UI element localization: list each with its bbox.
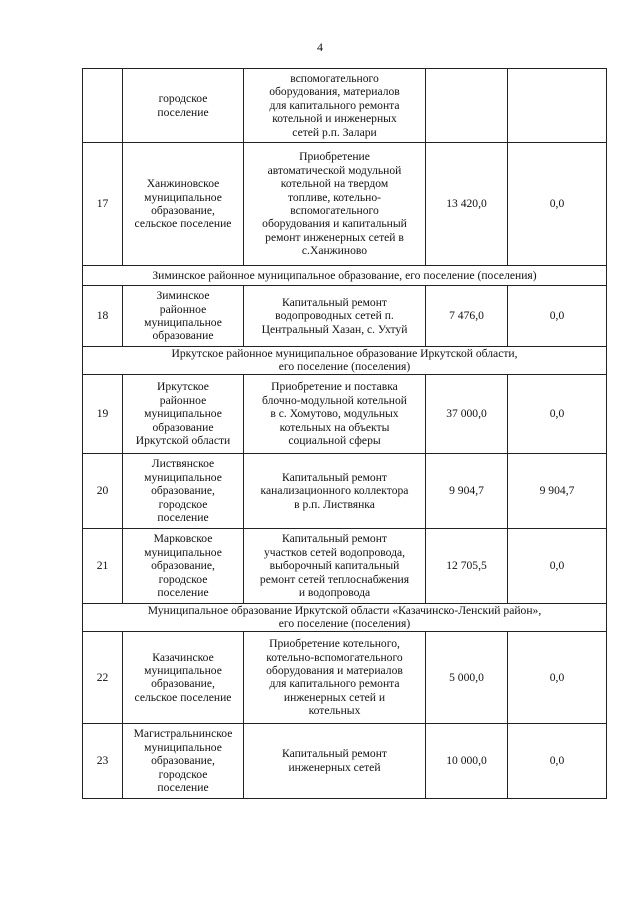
amount-second-cell-text: 0,0 [549, 197, 565, 211]
amount-second-cell [508, 374, 607, 453]
amount-second-cell [508, 631, 607, 723]
row-number-cell-text: 21 [96, 559, 109, 573]
municipality-cell [123, 453, 244, 528]
project-description-cell-text: вспомогательного оборудования, материалов для капитального ремонта котельной и инженерных сетей р.п. Залари [269, 71, 400, 139]
row-number-cell-text: 22 [96, 670, 109, 684]
amount-second-cell [508, 528, 607, 603]
amount-second-cell-text: 0,0 [549, 559, 565, 573]
row-number-cell-text: 19 [96, 407, 109, 421]
table-row [83, 374, 607, 453]
amount-total-cell-text: 9 904,7 [449, 484, 484, 498]
row-number-cell [83, 286, 123, 347]
amount-total-cell-text: 10 000,0 [446, 754, 487, 768]
row-number-cell-text: 20 [96, 484, 109, 498]
row-number-cell [83, 723, 123, 798]
section-row [83, 347, 607, 375]
amount-total-cell-text: 7 476,0 [449, 309, 484, 323]
amount-second-cell-text: 9 904,7 [539, 484, 575, 498]
table-row [83, 143, 607, 266]
section-heading-text: Иркутское районное муниципальное образование Иркутской области, его поселение (поселения) [171, 347, 518, 374]
amount-total-cell [426, 286, 508, 347]
amount-second-cell [508, 286, 607, 347]
section-row [83, 266, 607, 286]
amount-total-cell [426, 374, 508, 453]
page-number: 4 [317, 40, 323, 54]
section-heading [83, 603, 607, 631]
row-number-cell-text: 17 [96, 197, 109, 211]
project-description-cell [244, 723, 426, 798]
project-description-cell-text: Приобретение и поставка блочно-модульной котельной в с. Хомутово, модульных котельных на объекты социальной сферы [262, 380, 407, 447]
municipality-cell-text: Магистральнинское муниципальное образование, городское поселение [133, 727, 233, 794]
row-number-cell [83, 528, 123, 603]
project-description-cell [244, 631, 426, 723]
municipality-cell-text: Зиминское районное муниципальное образование [144, 289, 222, 343]
project-description-cell [244, 528, 426, 603]
table-row [83, 631, 607, 723]
municipality-cell [123, 143, 244, 266]
project-description-cell [244, 69, 426, 143]
amount-second-cell [508, 69, 607, 143]
section-heading-text: Муниципальное образование Иркутской области «Казачинско-Ленский район», его поселение (поселения) [147, 603, 542, 631]
section-heading [83, 266, 607, 286]
table-row [83, 69, 607, 143]
row-number-cell-text: 18 [96, 309, 109, 323]
amount-total-cell [426, 69, 508, 143]
section-heading-text: Зиминское районное муниципальное образование, его поселение (поселения) [152, 268, 537, 282]
municipality-cell-text: городское поселение [157, 92, 209, 119]
amount-second-cell-text: 0,0 [549, 670, 565, 684]
municipality-cell-text: Марковское муниципальное образование, городское поселение [144, 532, 222, 599]
amount-second-cell-text: 0,0 [549, 309, 565, 323]
amount-total-cell [426, 723, 508, 798]
amount-second-cell-text: 0,0 [549, 754, 565, 768]
municipality-cell [123, 69, 244, 143]
project-description-cell-text: Приобретение котельного, котельно-вспомогательного оборудования и материалов для капитального ремонта инженерных сетей и котельных [266, 637, 403, 718]
amount-total-cell [426, 453, 508, 528]
amount-second-cell [508, 143, 607, 266]
project-description-cell-text: Капитальный ремонт участков сетей водопровода, выборочный капитальный ремонт сетей теплоснабжения и водопровода [259, 532, 410, 599]
section-row [83, 603, 607, 631]
section-heading [83, 347, 607, 375]
row-number-cell [83, 374, 123, 453]
table-row [83, 528, 607, 603]
table-row [83, 286, 607, 347]
project-description-cell-text: Капитальный ремонт водопроводных сетей п. Центральный Хазан, с. Ухтуй [261, 295, 408, 336]
project-description-cell [244, 143, 426, 266]
row-number-cell-text: 23 [96, 754, 109, 768]
row-number-cell [83, 631, 123, 723]
table-row [83, 453, 607, 528]
project-description-cell [244, 453, 426, 528]
municipality-cell [123, 631, 244, 723]
project-description-cell-text: Капитальный ремонт канализационного коллектора в р.п. Листвянка [260, 470, 409, 511]
amount-second-cell-text: 0,0 [549, 407, 565, 421]
municipality-cell-text: Казачинское муниципальное образование, сельское поселение [134, 650, 232, 704]
project-description-cell-text: Капитальный ремонт инженерных сетей [282, 747, 387, 774]
amount-total-cell [426, 631, 508, 723]
project-description-cell [244, 374, 426, 453]
project-description-cell-text: Приобретение автоматической модульной котельной на твердом топливе, котельно- вспомогательного оборудования и капитальный ремонт инженерных сетей в с.Ханжиново [262, 150, 407, 258]
municipality-cell-text: Ханжиновское муниципальное образование, сельское поселение [134, 177, 232, 231]
amount-second-cell [508, 723, 607, 798]
amount-total-cell-text: 13 420,0 [446, 197, 487, 211]
project-description-cell [244, 286, 426, 347]
municipality-cell-text: Листвянское муниципальное образование, городское поселение [144, 457, 222, 524]
amount-total-cell [426, 528, 508, 603]
amount-total-cell-text: 12 705,5 [446, 559, 487, 573]
row-number-cell [83, 453, 123, 528]
row-number-cell [83, 69, 123, 143]
municipality-cell [123, 374, 244, 453]
table-row [83, 723, 607, 798]
amount-total-cell-text: 5 000,0 [449, 670, 484, 684]
row-number-cell [83, 143, 123, 266]
municipality-cell [123, 528, 244, 603]
municipality-cell [123, 286, 244, 347]
amount-total-cell [426, 143, 508, 266]
amount-total-cell-text: 37 000,0 [446, 407, 487, 421]
funding-table [82, 68, 607, 799]
municipality-cell [123, 723, 244, 798]
municipality-cell-text: Иркутское районное муниципальное образование Иркутской области [135, 380, 231, 447]
amount-second-cell [508, 453, 607, 528]
funding-table-body [83, 69, 607, 799]
